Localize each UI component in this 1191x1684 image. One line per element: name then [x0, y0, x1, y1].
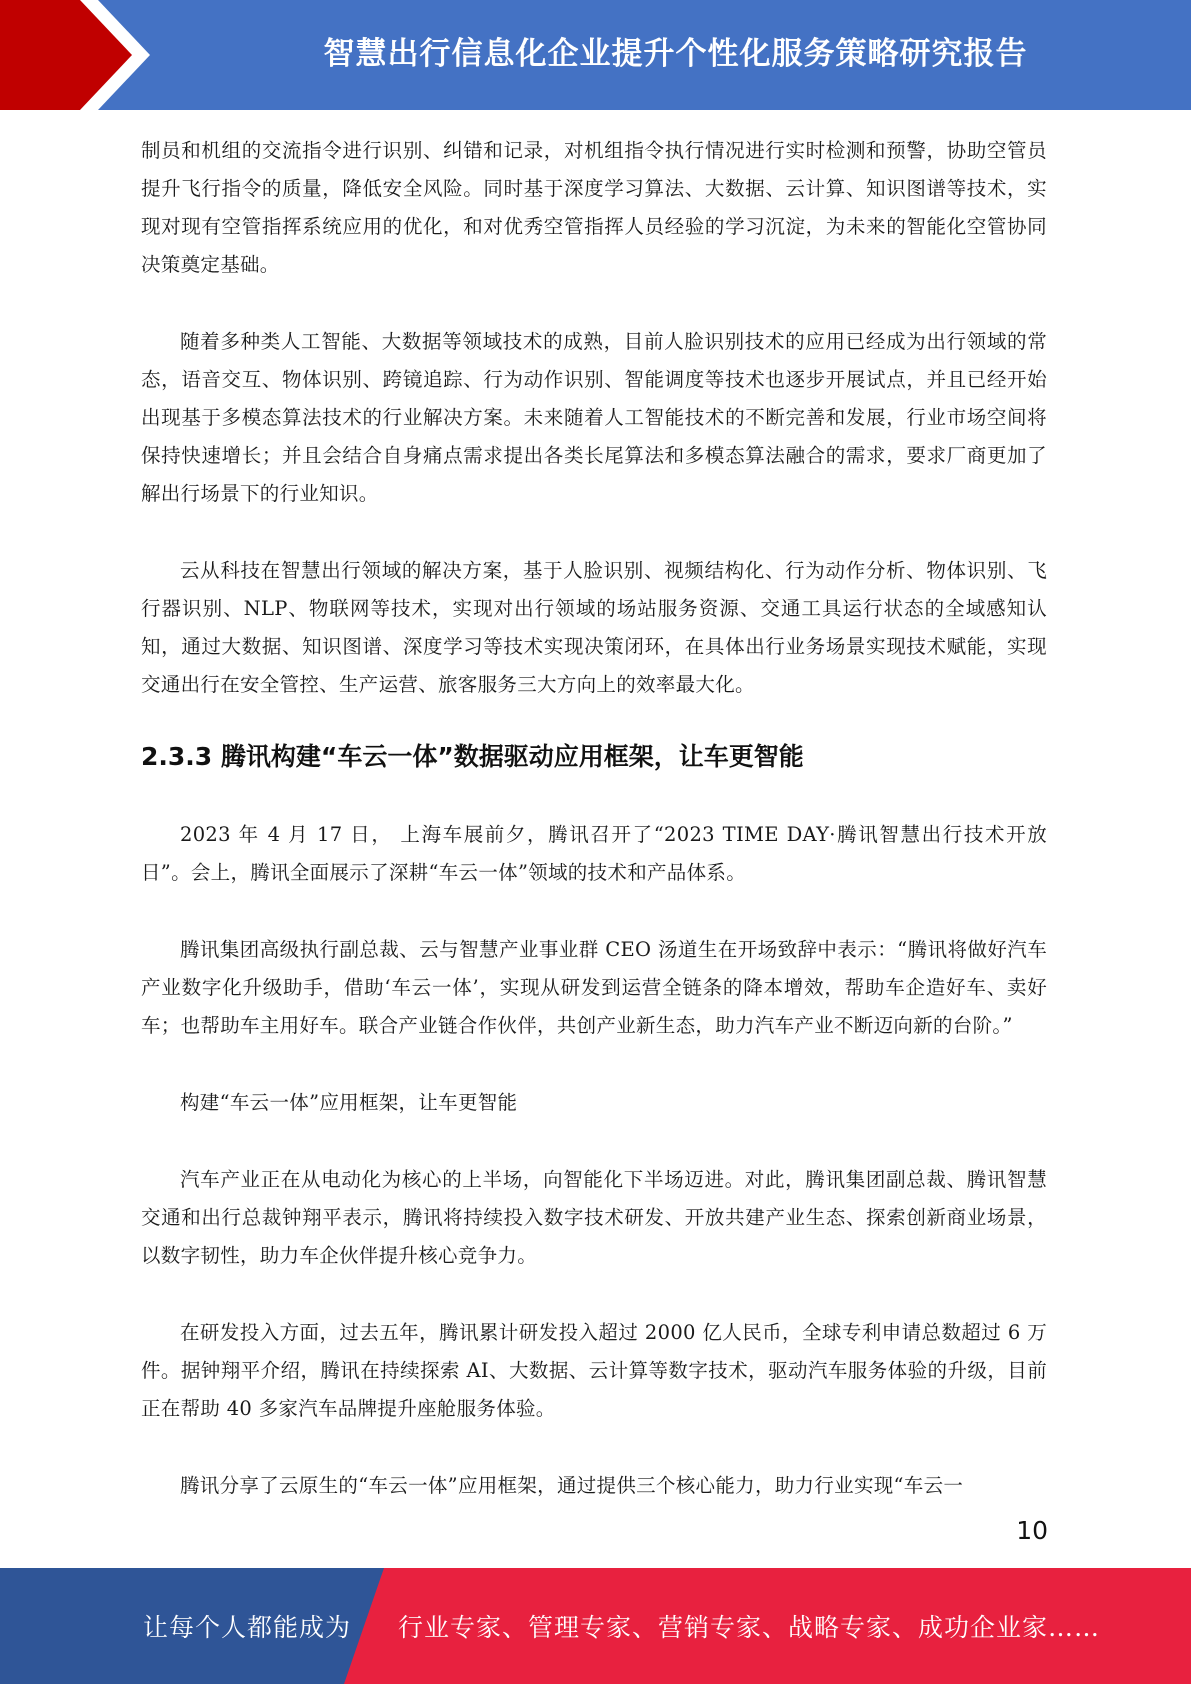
paragraph-7: 汽车产业正在从电动化为核心的上半场，向智能化下半场迈进。对此，腾讯集团副总裁、腾讯智慧交通和出行总裁钟翔平表示，腾讯将持续投入数字技术研发、开放共建产业生态、探索创新商业场景，以数字韧性，助力车企伙伴提升核心竞争力。 — [141, 1168, 1047, 1267]
paragraph-2: 随着多种类人工智能、大数据等领域技术的成熟，目前人脸识别技术的应用已经成为出行领域的常态，语音交互、物体识别、跨镜追踪、行为动作识别、智能调度等技术也逐步开展试点，并且已经开始出现基于多模态算法技术的行业解决方案。未来随着人工智能技术的不断完善和发展，行业市场空间将保持快速增长；并且会结合自身痛点需求提出各类长尾算法和多模态算法融合的需求，要求厂商更加了解出行场景下的行业知识。 — [141, 330, 1047, 505]
paragraph-3: 云从科技在智慧出行领域的解决方案，基于人脸识别、视频结构化、行为动作分析、物体识别、飞行器识别、NLP、物联网等技术，实现对出行领域的场站服务资源、交通工具运行状态的全域感知认知，通过大数据、知识图谱、深度学习等技术实现决策闭环，在具体出行业务场景实现技术赋能，实现交通出行在安全管控、生产运营、旅客服务三大方向上的效率最大化。 — [141, 559, 1047, 696]
page-number: 10 — [1016, 1516, 1048, 1545]
document-body — [141, 132, 1047, 1505]
footer-slogan-right: 行业专家、管理专家、营销专家、战略专家、成功企业家…… — [398, 1613, 1101, 1642]
paragraph-5: 腾讯集团高级执行副总裁、云与智慧产业事业群 CEO 汤道生在开场致辞中表示：“腾讯将做好汽车产业数字化升级助手，借助‘车云一体’，实现从研发到运营全链条的降本增效，帮助车企造好车、卖好车；也帮助车主用好车。联合产业链合作伙伴，共创产业新生态，助力汽车产业不断迈向新的台阶。” — [141, 938, 1047, 1037]
page-footer — [0, 1568, 1191, 1684]
section-heading: 2.3.3 腾讯构建“车云一体”数据驱动应用框架，让车更智能 — [141, 742, 804, 771]
paragraph-4: 2023 年 4 月 17 日， 上海车展前夕，腾讯召开了“2023 TIME DAY·腾讯智慧出行技术开放日”。会上，腾讯全面展示了深耕“车云一体”领域的技术和产品体系。 — [141, 823, 1047, 884]
paragraph-6: 构建“车云一体”应用框架，让车更智能 — [180, 1091, 518, 1114]
report-title: 智慧出行信息化企业提升个性化服务策略研究报告 — [323, 35, 1028, 72]
paragraph-9: 腾讯分享了云原生的“车云一体”应用框架，通过提供三个核心能力，助力行业实现“车云一 — [180, 1474, 964, 1497]
footer-slogan-left: 让每个人都能成为 — [143, 1613, 352, 1642]
paragraph-8: 在研发投入方面，过去五年，腾讯累计研发投入超过 2000 亿人民币，全球专利申请总数超过 6 万件。据钟翔平介绍，腾讯在持续探索 AI、大数据、云计算等数字技术，驱动汽车服务体验的升级，目前正在帮助 40 多家汽车品牌提升座舱服务体验。 — [141, 1321, 1047, 1420]
page-header — [0, 0, 1191, 110]
paragraph-1: 制员和机组的交流指令进行识别、纠错和记录，对机组指令执行情况进行实时检测和预警，协助空管员提升飞行指令的质量，降低安全风险。同时基于深度学习算法、大数据、云计算、知识图谱等技术，实现对现有空管指挥系统应用的优化，和对优秀空管指挥人员经验的学习沉淀，为未来的智能化空管协同决策奠定基础。 — [141, 139, 1047, 276]
